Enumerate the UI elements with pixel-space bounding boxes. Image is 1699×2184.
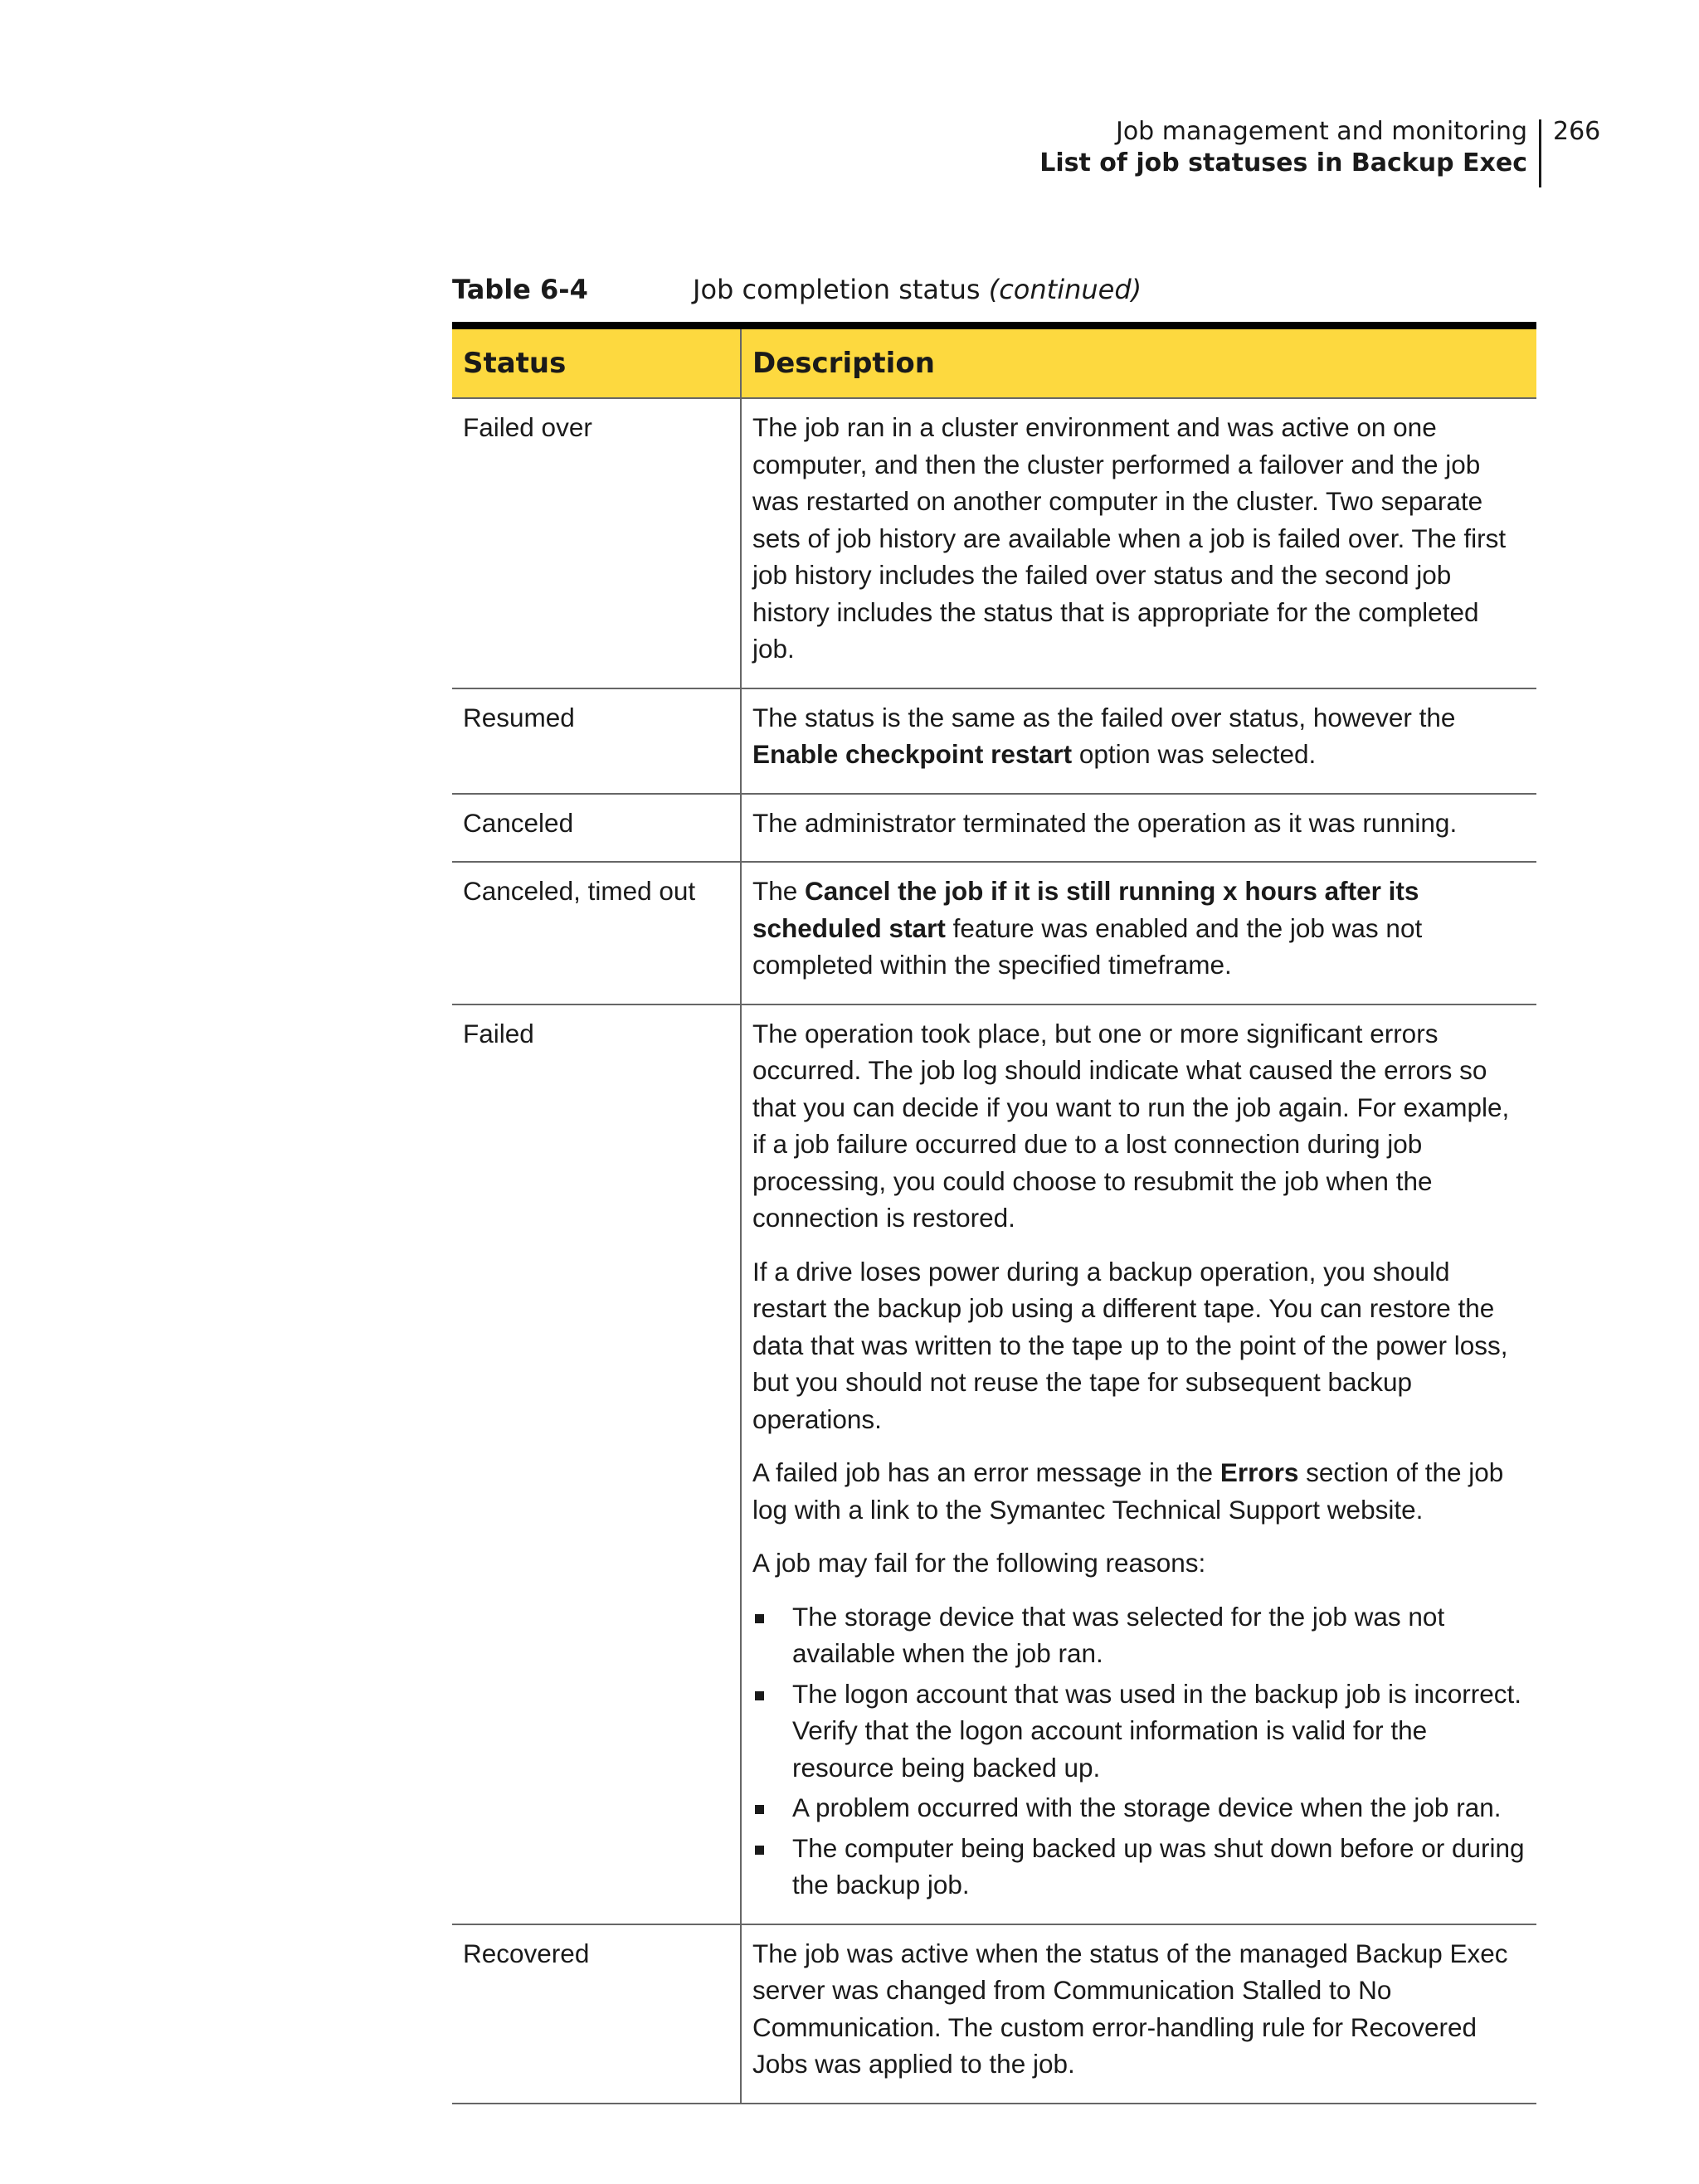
list-item: [752, 1676, 1526, 1787]
description-paragraph: A job may fail for the following reasons:: [752, 1548, 1206, 1578]
status-cell: Failed over: [452, 398, 741, 688]
table-row: [452, 862, 1536, 1004]
list-item-text: A problem occurred with the storage device when the job ran.: [792, 1792, 1502, 1822]
table-number: Table 6-4: [452, 274, 588, 305]
list-item-text: The logon account that was used in the backup job is incorrect. Verify that the logon account information is valid for the resource being backed up.: [792, 1678, 1522, 1783]
description-cell: [741, 1004, 1536, 1924]
description-text-start: The: [752, 876, 806, 906]
page-number: 266: [1553, 117, 1601, 146]
table-header-row: [452, 329, 1536, 398]
section-name: Errors: [1219, 1457, 1299, 1487]
list-item: [752, 1598, 1526, 1672]
table-row: [452, 398, 1536, 688]
list-item: [752, 1789, 1526, 1826]
list-item-text: The storage device that was selected for the job was not available when the job ran.: [792, 1601, 1445, 1668]
description-cell: [741, 688, 1536, 794]
table-title-text: Job completion status: [693, 274, 981, 305]
description-text-end: feature was enabled and the job was not completed within the specified timeframe.: [752, 912, 1423, 980]
description-text-end: option was selected.: [1072, 739, 1317, 769]
column-header-status: Status: [452, 329, 741, 398]
description-text-end: section of the job log with a link to the Symantec Technical Support website.: [752, 1457, 1504, 1525]
description-cell: [741, 398, 1536, 688]
chapter-title: Job management and monitoring: [1115, 117, 1527, 146]
failure-reasons-list: [752, 1598, 1526, 1904]
bullet-icon: [755, 1614, 764, 1623]
description-text-start: A failed job has an error message in the: [752, 1457, 1220, 1487]
table-row: [452, 688, 1536, 794]
page-header: [996, 116, 1601, 186]
description-cell: [741, 1924, 1536, 2104]
description-paragraph: If a drive loses power during a backup operation, you should restart the backup job using a different tape. You can restore the data that was written to the tape up to the point of the power loss, but you should not reuse the tape for subsequent backup operations.: [752, 1256, 1508, 1434]
feature-name: Cancel the job if it is still running x hours after its scheduled start: [752, 876, 1419, 943]
section-title: List of job statuses in Backup Exec: [1039, 148, 1527, 178]
description-text: The job was active when the status of the managed Backup Exec server was changed from Communication Stalled to No Communication. The custom error-handling rule for Recovered Jobs was applied to the job.: [752, 1938, 1508, 2079]
status-cell: Canceled: [452, 794, 741, 863]
description-cell: [741, 794, 1536, 863]
bullet-icon: [755, 1805, 764, 1814]
column-header-description: Description: [741, 329, 1536, 398]
table-row: [452, 1004, 1536, 1924]
table-title: [693, 272, 1142, 307]
description-text: [752, 873, 1526, 984]
table-title-qualifier: (continued): [988, 274, 1142, 305]
description-cell: [741, 862, 1536, 1004]
list-item-text: The computer being backed up was shut down before or during the backup job.: [792, 1832, 1525, 1899]
description-text-start: The status is the same as the failed over status, however the: [752, 702, 1456, 732]
status-cell: Resumed: [452, 688, 741, 794]
header-divider: [1539, 119, 1541, 187]
description-text: The administrator terminated the operation as it was running.: [752, 807, 1458, 838]
option-name: Enable checkpoint restart: [752, 739, 1073, 769]
status-table-container: [452, 322, 1536, 2104]
description-paragraph: [752, 1454, 1526, 1528]
list-item: [752, 1830, 1526, 1904]
table-row: [452, 794, 1536, 863]
description-text: [752, 699, 1526, 773]
table-row: [452, 1924, 1536, 2104]
description-paragraph: The operation took place, but one or more significant errors occurred. The job log should indicate what caused the errors so that you can decide if you want to run the job again. For example, if a job failure occurred due to a lost connection during job processing, you could choose to resubmit the job when the connection is restored.: [752, 1018, 1510, 1233]
status-cell: Failed: [452, 1004, 741, 1924]
bullet-icon: [755, 1691, 764, 1700]
bullet-icon: [755, 1846, 764, 1855]
status-cell: Recovered: [452, 1924, 741, 2104]
status-cell: Canceled, timed out: [452, 862, 741, 1004]
description-text: The job ran in a cluster environment and was active on one computer, and then the cluster performed a failover and the job was restarted on another computer in the cluster. Two separate sets of job history are available when a job is failed over. The first job history includes the failed over status and the second job history includes the status that is appropriate for the completed job.: [752, 412, 1507, 664]
header-titles: [1039, 116, 1527, 179]
job-status-table: [452, 329, 1536, 2104]
